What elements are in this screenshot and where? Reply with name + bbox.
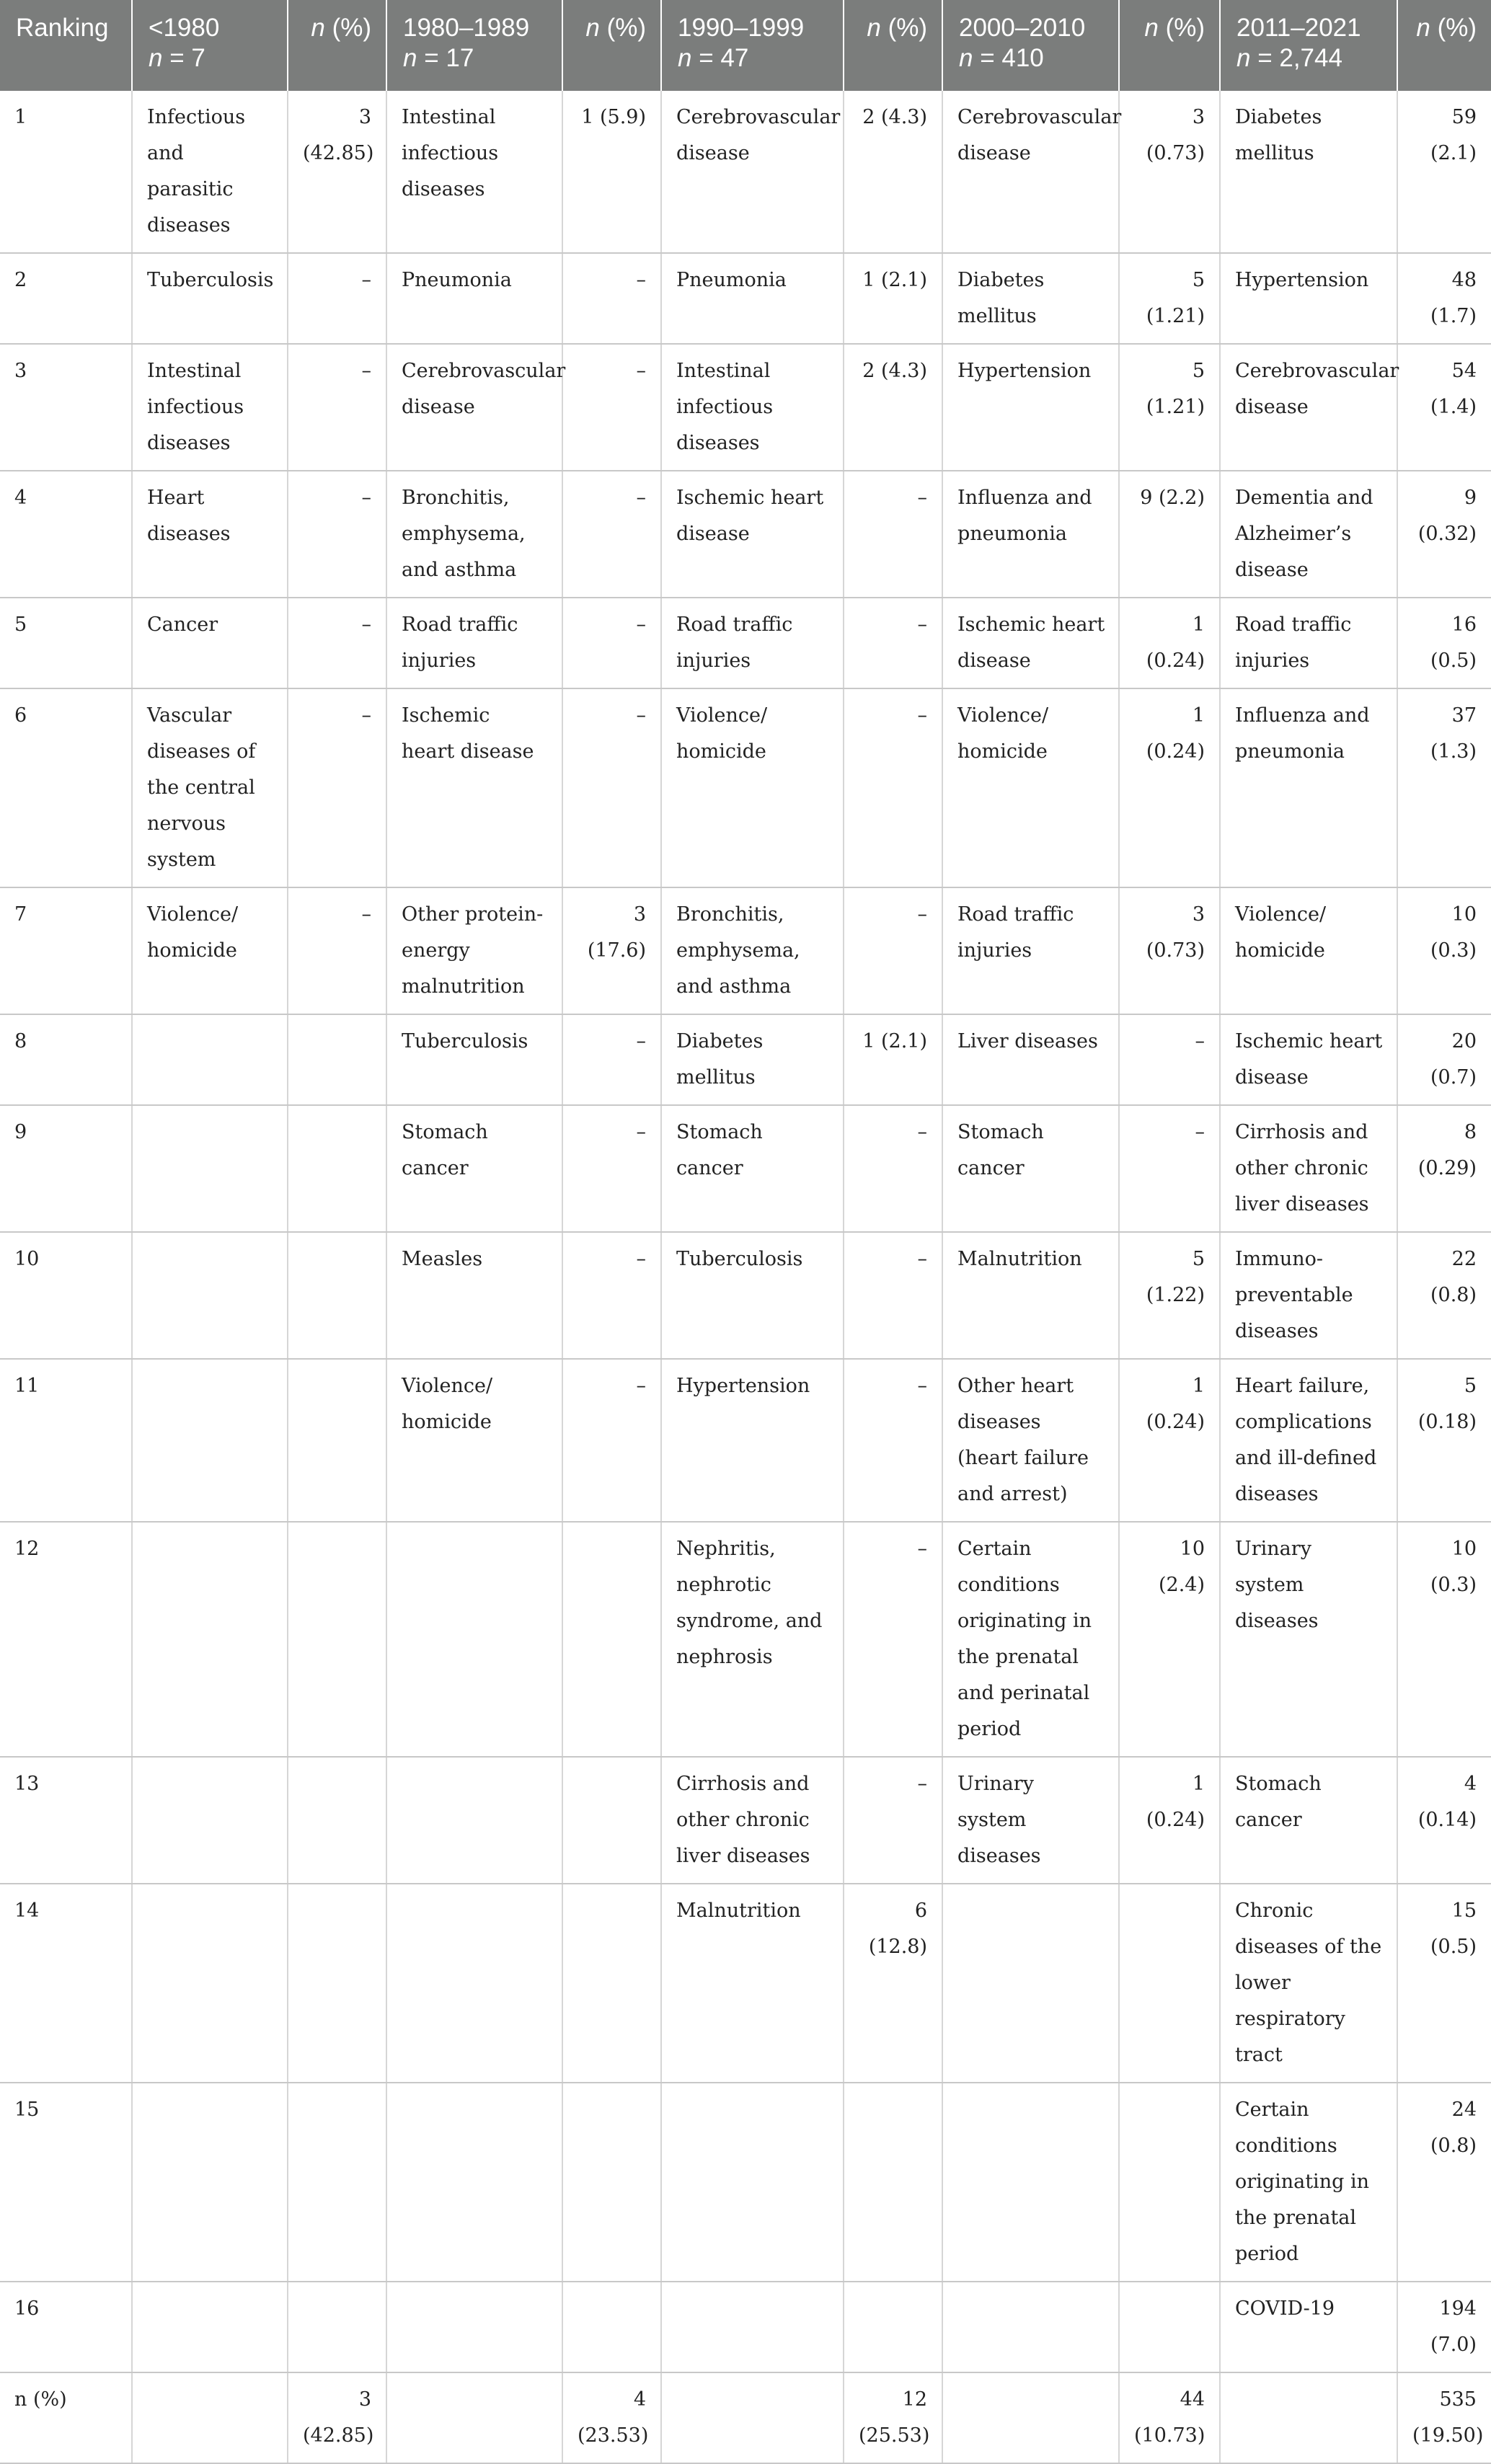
cause-cell: Urinary system diseases <box>942 1757 1119 1884</box>
count-cell: 15 (0.5) <box>1397 1884 1491 2083</box>
cause-cell: Infectious and parasitic diseases <box>132 91 288 253</box>
table-row <box>0 1884 1491 2083</box>
count-cell: 194 (7.0) <box>1397 2282 1491 2372</box>
count-cell: 6 (12.8) <box>844 1884 942 2083</box>
cause-cell: Cirrhosis and other chronic liver diseases <box>1220 1105 1397 1232</box>
count-cell: – <box>562 471 661 598</box>
count-cell: – <box>288 688 386 887</box>
cause-cell <box>942 2372 1119 2463</box>
cause-cell: Chronic diseases of the lower respiratory tract <box>1220 1884 1397 2083</box>
count-cell <box>844 2083 942 2282</box>
count-cell: 24 (0.8) <box>1397 2083 1491 2282</box>
rank-cell: 14 <box>0 1884 132 2083</box>
cause-cell: Influenza and pneumonia <box>1220 688 1397 887</box>
cause-cell <box>132 1884 288 2083</box>
header-npct-3: n (%) <box>844 0 942 91</box>
cause-cell: Heart failure, complications and ill-defined diseases <box>1220 1359 1397 1522</box>
cause-cell: Road traffic injuries <box>1220 598 1397 688</box>
period-n-value: 2,744 <box>1279 44 1342 72</box>
cause-cell <box>132 2083 288 2282</box>
period-n-value: 7 <box>191 44 205 72</box>
count-cell: 5 (0.18) <box>1397 1359 1491 1522</box>
count-cell: – <box>288 344 386 471</box>
count-cell <box>562 1757 661 1884</box>
cause-cell: Cirrhosis and other chronic liver diseases <box>661 1757 844 1884</box>
rank-cell: 13 <box>0 1757 132 1884</box>
header-npct-5: n (%) <box>1397 0 1491 91</box>
cause-cell: Nephritis, nephrotic syndrome, and nephrosis <box>661 1522 844 1757</box>
count-cell: 10 (2.4) <box>1119 1522 1220 1757</box>
count-cell: – <box>562 253 661 344</box>
header-npct-1: n (%) <box>288 0 386 91</box>
count-cell: – <box>844 1522 942 1757</box>
count-cell: – <box>562 598 661 688</box>
cause-cell: Other heart diseases (heart failure and arrest) <box>942 1359 1119 1522</box>
cause-cell: Certain conditions originating in the prenatal period <box>1220 2083 1397 2282</box>
count-cell: 1 (0.24) <box>1119 688 1220 887</box>
count-cell: 4 (23.53) <box>562 2372 661 2463</box>
cause-cell: Ischemic heart disease <box>942 598 1119 688</box>
count-cell <box>288 1232 386 1359</box>
table-row <box>0 688 1491 887</box>
cause-cell <box>386 2282 562 2372</box>
period-label: 1980–1989 <box>403 14 530 42</box>
table-header <box>0 0 1491 91</box>
cause-cell: Malnutrition <box>661 1884 844 2083</box>
count-cell: 1 (0.24) <box>1119 1359 1220 1522</box>
cause-cell: Diabetes mellitus <box>942 253 1119 344</box>
table-row <box>0 1522 1491 1757</box>
cause-cell: Cerebrovascular disease <box>942 91 1119 253</box>
cause-cell: Road traffic injuries <box>942 887 1119 1014</box>
rank-cell: 10 <box>0 1232 132 1359</box>
rank-cell: 6 <box>0 688 132 887</box>
cause-cell: Bronchitis, emphysema, and asthma <box>661 887 844 1014</box>
rank-cell: 3 <box>0 344 132 471</box>
header-period-3 <box>661 0 844 91</box>
cause-cell: Dementia and Alzheimer’s disease <box>1220 471 1397 598</box>
period-label: 1990–1999 <box>678 14 805 42</box>
count-cell <box>562 1522 661 1757</box>
table-row <box>0 471 1491 598</box>
count-cell <box>562 1884 661 2083</box>
cause-cell: Violence/ homicide <box>661 688 844 887</box>
rank-cell: 8 <box>0 1014 132 1105</box>
cause-cell <box>132 1014 288 1105</box>
cause-cell: Cerebrovascular disease <box>661 91 844 253</box>
cause-cell: Cancer <box>132 598 288 688</box>
rank-cell: 2 <box>0 253 132 344</box>
period-n: n = 17 <box>403 44 474 72</box>
period-n-value: 17 <box>446 44 474 72</box>
count-cell <box>1119 2282 1220 2372</box>
cause-cell: Malnutrition <box>942 1232 1119 1359</box>
cause-cell: Tuberculosis <box>386 1014 562 1105</box>
cause-cell <box>386 2372 562 2463</box>
cause-cell: Stomach cancer <box>942 1105 1119 1232</box>
count-cell: 16 (0.5) <box>1397 598 1491 688</box>
period-n: n = 410 <box>959 44 1044 72</box>
count-cell: 12 (25.53) <box>844 2372 942 2463</box>
cause-cell: Immuno-preventable diseases <box>1220 1232 1397 1359</box>
cause-cell <box>1220 2372 1397 2463</box>
count-cell: – <box>562 1105 661 1232</box>
count-cell <box>844 2282 942 2372</box>
count-cell <box>288 2083 386 2282</box>
count-cell: – <box>288 471 386 598</box>
cause-cell: Violence/ homicide <box>132 887 288 1014</box>
cause-cell <box>132 2282 288 2372</box>
count-cell: – <box>844 1359 942 1522</box>
count-cell <box>288 1757 386 1884</box>
cause-cell: Ischemic heart disease <box>1220 1014 1397 1105</box>
count-cell: – <box>562 688 661 887</box>
count-cell: 1 (0.24) <box>1119 598 1220 688</box>
cause-cell: Violence/ homicide <box>386 1359 562 1522</box>
cause-cell: Ischemic heart disease <box>386 688 562 887</box>
cause-cell <box>661 2372 844 2463</box>
cause-cell <box>661 2282 844 2372</box>
count-cell: – <box>1119 1105 1220 1232</box>
table-row <box>0 598 1491 688</box>
count-cell: 4 (0.14) <box>1397 1757 1491 1884</box>
header-period-5 <box>1220 0 1397 91</box>
cause-cell: Diabetes mellitus <box>1220 91 1397 253</box>
period-n: n = 7 <box>149 44 205 72</box>
count-cell: – <box>844 1757 942 1884</box>
table-row <box>0 1014 1491 1105</box>
count-cell: 9 (2.2) <box>1119 471 1220 598</box>
rank-cell: 11 <box>0 1359 132 1522</box>
header-period-4 <box>942 0 1119 91</box>
cause-cell: Heart diseases <box>132 471 288 598</box>
count-cell: 48 (1.7) <box>1397 253 1491 344</box>
rank-cell: 7 <box>0 887 132 1014</box>
count-cell: 5 (1.21) <box>1119 344 1220 471</box>
count-cell: – <box>562 1232 661 1359</box>
table-row <box>0 1359 1491 1522</box>
rank-cell: 5 <box>0 598 132 688</box>
count-cell: 44 (10.73) <box>1119 2372 1220 2463</box>
cause-cell: Urinary system diseases <box>1220 1522 1397 1757</box>
cause-cell: Measles <box>386 1232 562 1359</box>
cause-cell <box>386 1884 562 2083</box>
count-cell: – <box>288 598 386 688</box>
period-n: n = 2,744 <box>1236 44 1342 72</box>
count-cell: 3 (42.85) <box>288 2372 386 2463</box>
table-row <box>0 344 1491 471</box>
cause-cell <box>132 1522 288 1757</box>
count-cell: – <box>562 344 661 471</box>
cause-cell <box>132 1105 288 1232</box>
count-cell: 54 (1.4) <box>1397 344 1491 471</box>
cause-cell: Certain conditions originating in the prenatal and perinatal period <box>942 1522 1119 1757</box>
count-cell <box>1119 2083 1220 2282</box>
count-cell: – <box>844 887 942 1014</box>
cause-cell <box>386 1522 562 1757</box>
cause-cell: Tuberculosis <box>661 1232 844 1359</box>
table-row <box>0 1757 1491 1884</box>
rank-cell: 12 <box>0 1522 132 1757</box>
cause-cell: Hypertension <box>942 344 1119 471</box>
count-cell: – <box>844 1232 942 1359</box>
count-cell: 10 (0.3) <box>1397 887 1491 1014</box>
cause-cell: Road traffic injuries <box>386 598 562 688</box>
cause-cell: Hypertension <box>1220 253 1397 344</box>
rank-cell: 15 <box>0 2083 132 2282</box>
rank-cell: 9 <box>0 1105 132 1232</box>
cause-cell: Intestinal infectious diseases <box>386 91 562 253</box>
cause-cell: Other protein-energy malnutrition <box>386 887 562 1014</box>
header-npct-4: n (%) <box>1119 0 1220 91</box>
count-cell: – <box>844 688 942 887</box>
count-cell <box>288 1359 386 1522</box>
count-cell: – <box>562 1014 661 1105</box>
cause-cell: Hypertension <box>661 1359 844 1522</box>
count-cell: 37 (1.3) <box>1397 688 1491 887</box>
count-cell: 22 (0.8) <box>1397 1232 1491 1359</box>
rank-cell: 4 <box>0 471 132 598</box>
count-cell: – <box>844 471 942 598</box>
cause-cell: Cerebrovascular disease <box>386 344 562 471</box>
table-row <box>0 253 1491 344</box>
cause-cell: Bronchitis, emphysema, and asthma <box>386 471 562 598</box>
count-cell: 20 (0.7) <box>1397 1014 1491 1105</box>
table-row <box>0 887 1491 1014</box>
count-cell: – <box>288 253 386 344</box>
cause-cell <box>386 2083 562 2282</box>
table-row <box>0 1105 1491 1232</box>
count-cell: 3 (42.85) <box>288 91 386 253</box>
cause-cell <box>386 1757 562 1884</box>
count-cell: – <box>562 1359 661 1522</box>
cause-cell <box>942 2083 1119 2282</box>
header-period-2 <box>386 0 562 91</box>
count-cell: 1 (5.9) <box>562 91 661 253</box>
cause-cell: Road traffic injuries <box>661 598 844 688</box>
count-cell: 1 (2.1) <box>844 1014 942 1105</box>
table-row <box>0 2083 1491 2282</box>
count-cell: 1 (2.1) <box>844 253 942 344</box>
count-cell: 5 (1.22) <box>1119 1232 1220 1359</box>
cause-cell: Violence/ homicide <box>942 688 1119 887</box>
count-cell: – <box>844 1105 942 1232</box>
rank-cell: 16 <box>0 2282 132 2372</box>
cause-cell <box>132 1232 288 1359</box>
cause-cell: Ischemic heart disease <box>661 471 844 598</box>
header-ranking: Ranking <box>0 0 132 91</box>
cause-cell: Stomach cancer <box>661 1105 844 1232</box>
cause-cell: Influenza and pneumonia <box>942 471 1119 598</box>
count-cell: 5 (1.21) <box>1119 253 1220 344</box>
cause-cell: Liver diseases <box>942 1014 1119 1105</box>
cause-cell: COVID-19 <box>1220 2282 1397 2372</box>
count-cell <box>288 1884 386 2083</box>
cause-cell: Diabetes mellitus <box>661 1014 844 1105</box>
cause-cell <box>942 1884 1119 2083</box>
rank-cell: n (%) <box>0 2372 132 2463</box>
cause-cell: Stomach cancer <box>386 1105 562 1232</box>
cause-cell: Intestinal infectious diseases <box>132 344 288 471</box>
count-cell: 2 (4.3) <box>844 344 942 471</box>
period-label: 2011–2021 <box>1236 14 1361 42</box>
cause-cell: Stomach cancer <box>1220 1757 1397 1884</box>
table-row <box>0 2282 1491 2372</box>
cause-cell: Tuberculosis <box>132 253 288 344</box>
count-cell: 1 (0.24) <box>1119 1757 1220 1884</box>
cause-cell: Pneumonia <box>661 253 844 344</box>
cause-cell <box>661 2083 844 2282</box>
cause-cell: Vascular diseases of the central nervous system <box>132 688 288 887</box>
count-cell: 3 (17.6) <box>562 887 661 1014</box>
count-cell: 8 (0.29) <box>1397 1105 1491 1232</box>
count-cell: 59 (2.1) <box>1397 91 1491 253</box>
cause-cell: Violence/ homicide <box>1220 887 1397 1014</box>
period-label: <1980 <box>149 14 220 42</box>
cause-cell <box>132 2372 288 2463</box>
table-row <box>0 1232 1491 1359</box>
count-cell: 2 (4.3) <box>844 91 942 253</box>
cause-cell <box>132 1359 288 1522</box>
header-period-1 <box>132 0 288 91</box>
count-cell <box>1119 1884 1220 2083</box>
period-n-value: 47 <box>720 44 749 72</box>
count-cell: 3 (0.73) <box>1119 887 1220 1014</box>
count-cell <box>288 1522 386 1757</box>
count-cell: 3 (0.73) <box>1119 91 1220 253</box>
count-cell: – <box>288 887 386 1014</box>
count-cell <box>562 2083 661 2282</box>
cause-cell: Pneumonia <box>386 253 562 344</box>
rank-cell: 1 <box>0 91 132 253</box>
period-label: 2000–2010 <box>959 14 1086 42</box>
cause-cell: Cerebrovascular disease <box>1220 344 1397 471</box>
count-cell: – <box>844 598 942 688</box>
count-cell: 10 (0.3) <box>1397 1522 1491 1757</box>
cause-cell: Intestinal infectious diseases <box>661 344 844 471</box>
count-cell <box>288 1105 386 1232</box>
count-cell: 535 (19.50) <box>1397 2372 1491 2463</box>
table-row <box>0 91 1491 253</box>
period-n: n = 47 <box>678 44 749 72</box>
count-cell <box>562 2282 661 2372</box>
table-row <box>0 2372 1491 2463</box>
table-body <box>0 91 1491 2463</box>
header-npct-2: n (%) <box>562 0 661 91</box>
period-n-value: 410 <box>1001 44 1044 72</box>
cause-cell <box>132 1757 288 1884</box>
count-cell <box>288 2282 386 2372</box>
count-cell: 9 (0.32) <box>1397 471 1491 598</box>
count-cell: – <box>1119 1014 1220 1105</box>
count-cell <box>288 1014 386 1105</box>
cause-cell <box>942 2282 1119 2372</box>
